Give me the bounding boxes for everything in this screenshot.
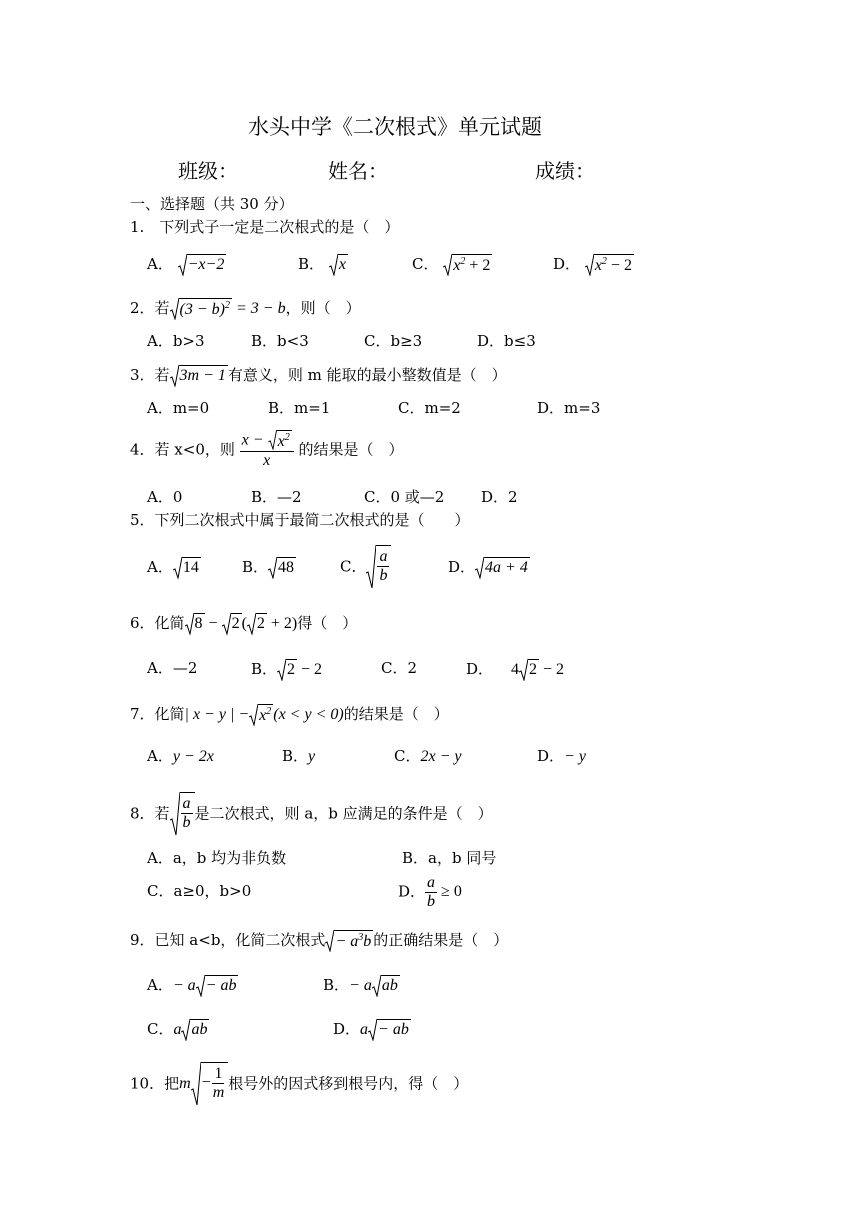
expr-rest: − 2 bbox=[297, 661, 323, 678]
radicand: 2 bbox=[286, 659, 297, 681]
option-letter: B． bbox=[251, 660, 278, 678]
sqrt bbox=[519, 659, 539, 681]
q3-option-a: A．m=0 bbox=[147, 399, 210, 417]
denominator: m bbox=[212, 1083, 225, 1101]
question-5-stem: 5．下列二次根式中属于最简二次根式的是（ ） bbox=[130, 511, 470, 529]
q2-option-b: B．b<3 bbox=[251, 332, 309, 350]
q5-option-d bbox=[448, 557, 530, 579]
expr-rest: − 2 bbox=[539, 661, 565, 678]
exponent: 2 bbox=[225, 300, 230, 311]
q5-option-b bbox=[242, 557, 296, 579]
q9-option-d bbox=[333, 1019, 411, 1041]
q4-option-b: B．—2 bbox=[251, 488, 302, 506]
stem-prefix: 10．把 bbox=[130, 1074, 180, 1093]
option-letter: A． bbox=[147, 976, 173, 994]
option-letter: A． bbox=[147, 255, 173, 273]
exponent: 2 bbox=[460, 256, 466, 267]
radicand: 2 bbox=[231, 613, 242, 635]
q5-option-a bbox=[147, 557, 201, 579]
page-title: 水头中学《二次根式》单元试题 bbox=[248, 115, 542, 139]
question-6-stem bbox=[130, 613, 357, 635]
option-letter: B． bbox=[282, 747, 309, 765]
q3-option-c: C．m=2 bbox=[398, 399, 461, 417]
option-letter: A． bbox=[147, 747, 173, 765]
sqrt bbox=[325, 930, 373, 952]
sqrt bbox=[185, 613, 205, 635]
sqrt bbox=[585, 254, 634, 276]
option-letter: C． bbox=[340, 557, 367, 576]
q8-option-b: B．a，b 同号 bbox=[402, 849, 497, 867]
q9-option-b bbox=[323, 975, 400, 997]
radicand: x bbox=[453, 257, 461, 274]
sqrt bbox=[268, 557, 296, 579]
question-1-stem: 1. 下列式子一定是二次根式的是（ ） bbox=[130, 218, 400, 236]
stem-suffix: 的正确结果是（ ） bbox=[373, 931, 509, 949]
q2-option-a: A．b>3 bbox=[147, 332, 205, 350]
stem-suffix: ，则（ ） bbox=[285, 299, 361, 317]
exponent: 2 bbox=[266, 706, 272, 717]
denominator: b bbox=[182, 813, 191, 831]
stem-suffix: 得（ ） bbox=[297, 614, 358, 632]
q5-option-c bbox=[340, 545, 391, 589]
sqrt bbox=[443, 254, 492, 276]
inequality: ≥ 0 bbox=[437, 883, 462, 901]
sqrt bbox=[178, 254, 227, 276]
q6-option-c: C．2 bbox=[381, 659, 418, 677]
numerator: a bbox=[427, 874, 436, 891]
fraction bbox=[240, 430, 294, 470]
radicand: x bbox=[277, 433, 285, 450]
sqrt bbox=[268, 430, 292, 451]
operator: − bbox=[204, 615, 222, 632]
radicand: (3 − b) bbox=[179, 301, 225, 318]
q9-option-a bbox=[147, 975, 238, 997]
stem-prefix: 4．若 x<0，则 bbox=[130, 440, 235, 459]
question-9-stem bbox=[130, 930, 508, 952]
coefficient: m bbox=[179, 1075, 191, 1092]
sqrt bbox=[368, 1019, 411, 1041]
radicand: − a bbox=[335, 933, 359, 950]
radicand: x bbox=[594, 257, 602, 274]
q1-option-d bbox=[553, 254, 634, 276]
sqrt bbox=[170, 298, 232, 320]
stem-prefix: 2．若 bbox=[130, 299, 170, 317]
sqrt bbox=[247, 613, 267, 635]
q7-option-c bbox=[394, 749, 461, 765]
sqrt bbox=[366, 545, 391, 589]
numerator-x: x − bbox=[241, 431, 268, 449]
minus-sign: − bbox=[201, 1073, 211, 1091]
exponent: 3 bbox=[358, 932, 364, 943]
radicand-rest: − 2 bbox=[606, 257, 632, 274]
coefficient: − a bbox=[349, 977, 372, 994]
option-letter: D． bbox=[466, 660, 494, 678]
radicand: 2 bbox=[528, 659, 539, 681]
radicand: − ab bbox=[205, 975, 239, 997]
sqrt bbox=[222, 613, 242, 635]
q7-option-a bbox=[147, 749, 214, 765]
option-letter: C． bbox=[394, 747, 421, 765]
sqrt bbox=[181, 1019, 209, 1041]
radicand: 2 bbox=[256, 613, 267, 635]
option-letter: D． bbox=[398, 882, 426, 901]
radicand: x bbox=[259, 707, 267, 724]
radicand: 14 bbox=[182, 557, 201, 579]
option-letter: A． bbox=[147, 558, 173, 576]
q2-option-d: D．b≤3 bbox=[477, 332, 536, 350]
q7-option-d bbox=[537, 749, 586, 765]
paren-rest: + 2) bbox=[266, 615, 298, 632]
name-label: 姓名： bbox=[328, 159, 388, 183]
q4-option-a: A．0 bbox=[147, 488, 183, 506]
q1-option-c bbox=[412, 254, 492, 276]
sqrt bbox=[173, 557, 201, 579]
option-expr: 2x − y bbox=[420, 748, 462, 765]
stem-suffix: 有意义，则 m 能取的最小整数值是（ ） bbox=[227, 366, 507, 384]
exponent: 2 bbox=[284, 432, 290, 443]
numerator: a bbox=[379, 548, 388, 565]
absolute-value: | x − y | − bbox=[184, 706, 250, 723]
stem-suffix: 的结果是（ ） bbox=[343, 705, 449, 723]
option-expr: y − 2x bbox=[172, 748, 214, 765]
q9-option-c bbox=[147, 1019, 209, 1041]
option-expr: − y bbox=[564, 748, 586, 765]
exponent: 2 bbox=[601, 256, 607, 267]
radicand-rest: b bbox=[363, 933, 372, 950]
paren: ( bbox=[241, 615, 247, 632]
stem-prefix: 7．化简 bbox=[130, 705, 185, 723]
option-letter: B． bbox=[323, 976, 350, 994]
q1-option-b bbox=[298, 254, 348, 276]
sqrt bbox=[196, 975, 239, 997]
denominator: b bbox=[379, 566, 388, 584]
option-expr: y bbox=[308, 748, 316, 765]
option-letter: D． bbox=[553, 255, 581, 273]
sqrt bbox=[277, 659, 297, 681]
coefficient: 4 bbox=[511, 661, 520, 678]
q4-option-c: C．0 或—2 bbox=[364, 488, 445, 506]
q8-option-a: A．a，b 均为非负数 bbox=[147, 849, 287, 867]
radicand: x bbox=[338, 254, 348, 276]
stem-prefix: 9．已知 a<b，化简二次根式 bbox=[130, 931, 326, 949]
coefficient: a bbox=[173, 1021, 182, 1038]
fraction bbox=[425, 874, 437, 910]
q8-option-d bbox=[398, 874, 462, 910]
sqrt bbox=[372, 975, 400, 997]
q2-option-c: C．b≥3 bbox=[364, 332, 423, 350]
option-letter: D． bbox=[537, 747, 565, 765]
q8-option-c: C．a≥0，b>0 bbox=[147, 882, 252, 900]
option-letter: C． bbox=[412, 255, 439, 273]
option-letter: D． bbox=[333, 1020, 361, 1038]
radicand: − ab bbox=[377, 1019, 411, 1041]
stem-prefix: 8．若 bbox=[130, 804, 170, 823]
radicand: 3m − 1 bbox=[179, 365, 228, 387]
stem-suffix: 是二次根式，则 a，b 应满足的条件是（ ） bbox=[194, 804, 493, 823]
class-label: 班级： bbox=[178, 159, 238, 183]
option-letter: B． bbox=[242, 558, 269, 576]
sqrt bbox=[475, 557, 530, 579]
radicand: 4a + 4 bbox=[484, 557, 530, 579]
denominator: x bbox=[263, 452, 271, 470]
option-letter: B． bbox=[298, 255, 325, 273]
numerator: 1 bbox=[214, 1065, 223, 1082]
condition: (x < y < 0) bbox=[273, 706, 344, 723]
question-2-stem bbox=[130, 298, 361, 320]
score-label: 成绩： bbox=[535, 159, 595, 183]
option-letter: D． bbox=[448, 558, 476, 576]
q3-option-b: B．m=1 bbox=[268, 399, 331, 417]
sqrt bbox=[249, 704, 273, 726]
q6-option-a: A．—2 bbox=[147, 659, 198, 677]
coefficient: − a bbox=[172, 977, 196, 994]
question-7-stem bbox=[130, 704, 449, 726]
coefficient: a bbox=[360, 1021, 369, 1038]
radicand: ab bbox=[381, 975, 400, 997]
question-8-stem bbox=[130, 792, 493, 836]
q3-option-d: D．m=3 bbox=[537, 399, 601, 417]
equation-rhs: = 3 − b bbox=[232, 300, 286, 317]
stem-suffix: 的结果是（ ） bbox=[298, 440, 404, 459]
section-heading: 一、选择题（共 30 分） bbox=[130, 195, 294, 213]
radicand: ab bbox=[190, 1019, 209, 1041]
sqrt bbox=[170, 365, 228, 387]
stem-suffix: 根号外的因式移到根号内，得（ ） bbox=[228, 1074, 469, 1093]
radicand: 8 bbox=[194, 613, 205, 635]
sqrt bbox=[191, 1062, 229, 1106]
sqrt bbox=[170, 792, 195, 836]
question-4-stem bbox=[130, 430, 403, 470]
radicand: −x−2 bbox=[187, 254, 227, 276]
radicand: 48 bbox=[277, 557, 296, 579]
radicand-rest: + 2 bbox=[465, 257, 491, 274]
stem-prefix: 3．若 bbox=[130, 366, 170, 384]
denominator: b bbox=[427, 892, 436, 910]
sqrt bbox=[329, 254, 348, 276]
q7-option-b bbox=[282, 749, 315, 765]
stem-prefix: 6．化简 bbox=[130, 614, 185, 632]
q6-option-d bbox=[466, 659, 564, 681]
option-letter: C． bbox=[147, 1020, 174, 1038]
q6-option-b bbox=[251, 659, 322, 681]
q1-option-a bbox=[147, 254, 226, 276]
question-3-stem bbox=[130, 365, 507, 387]
numerator: a bbox=[182, 795, 191, 812]
question-10-stem bbox=[130, 1062, 468, 1106]
q4-option-d: D．2 bbox=[481, 488, 518, 506]
